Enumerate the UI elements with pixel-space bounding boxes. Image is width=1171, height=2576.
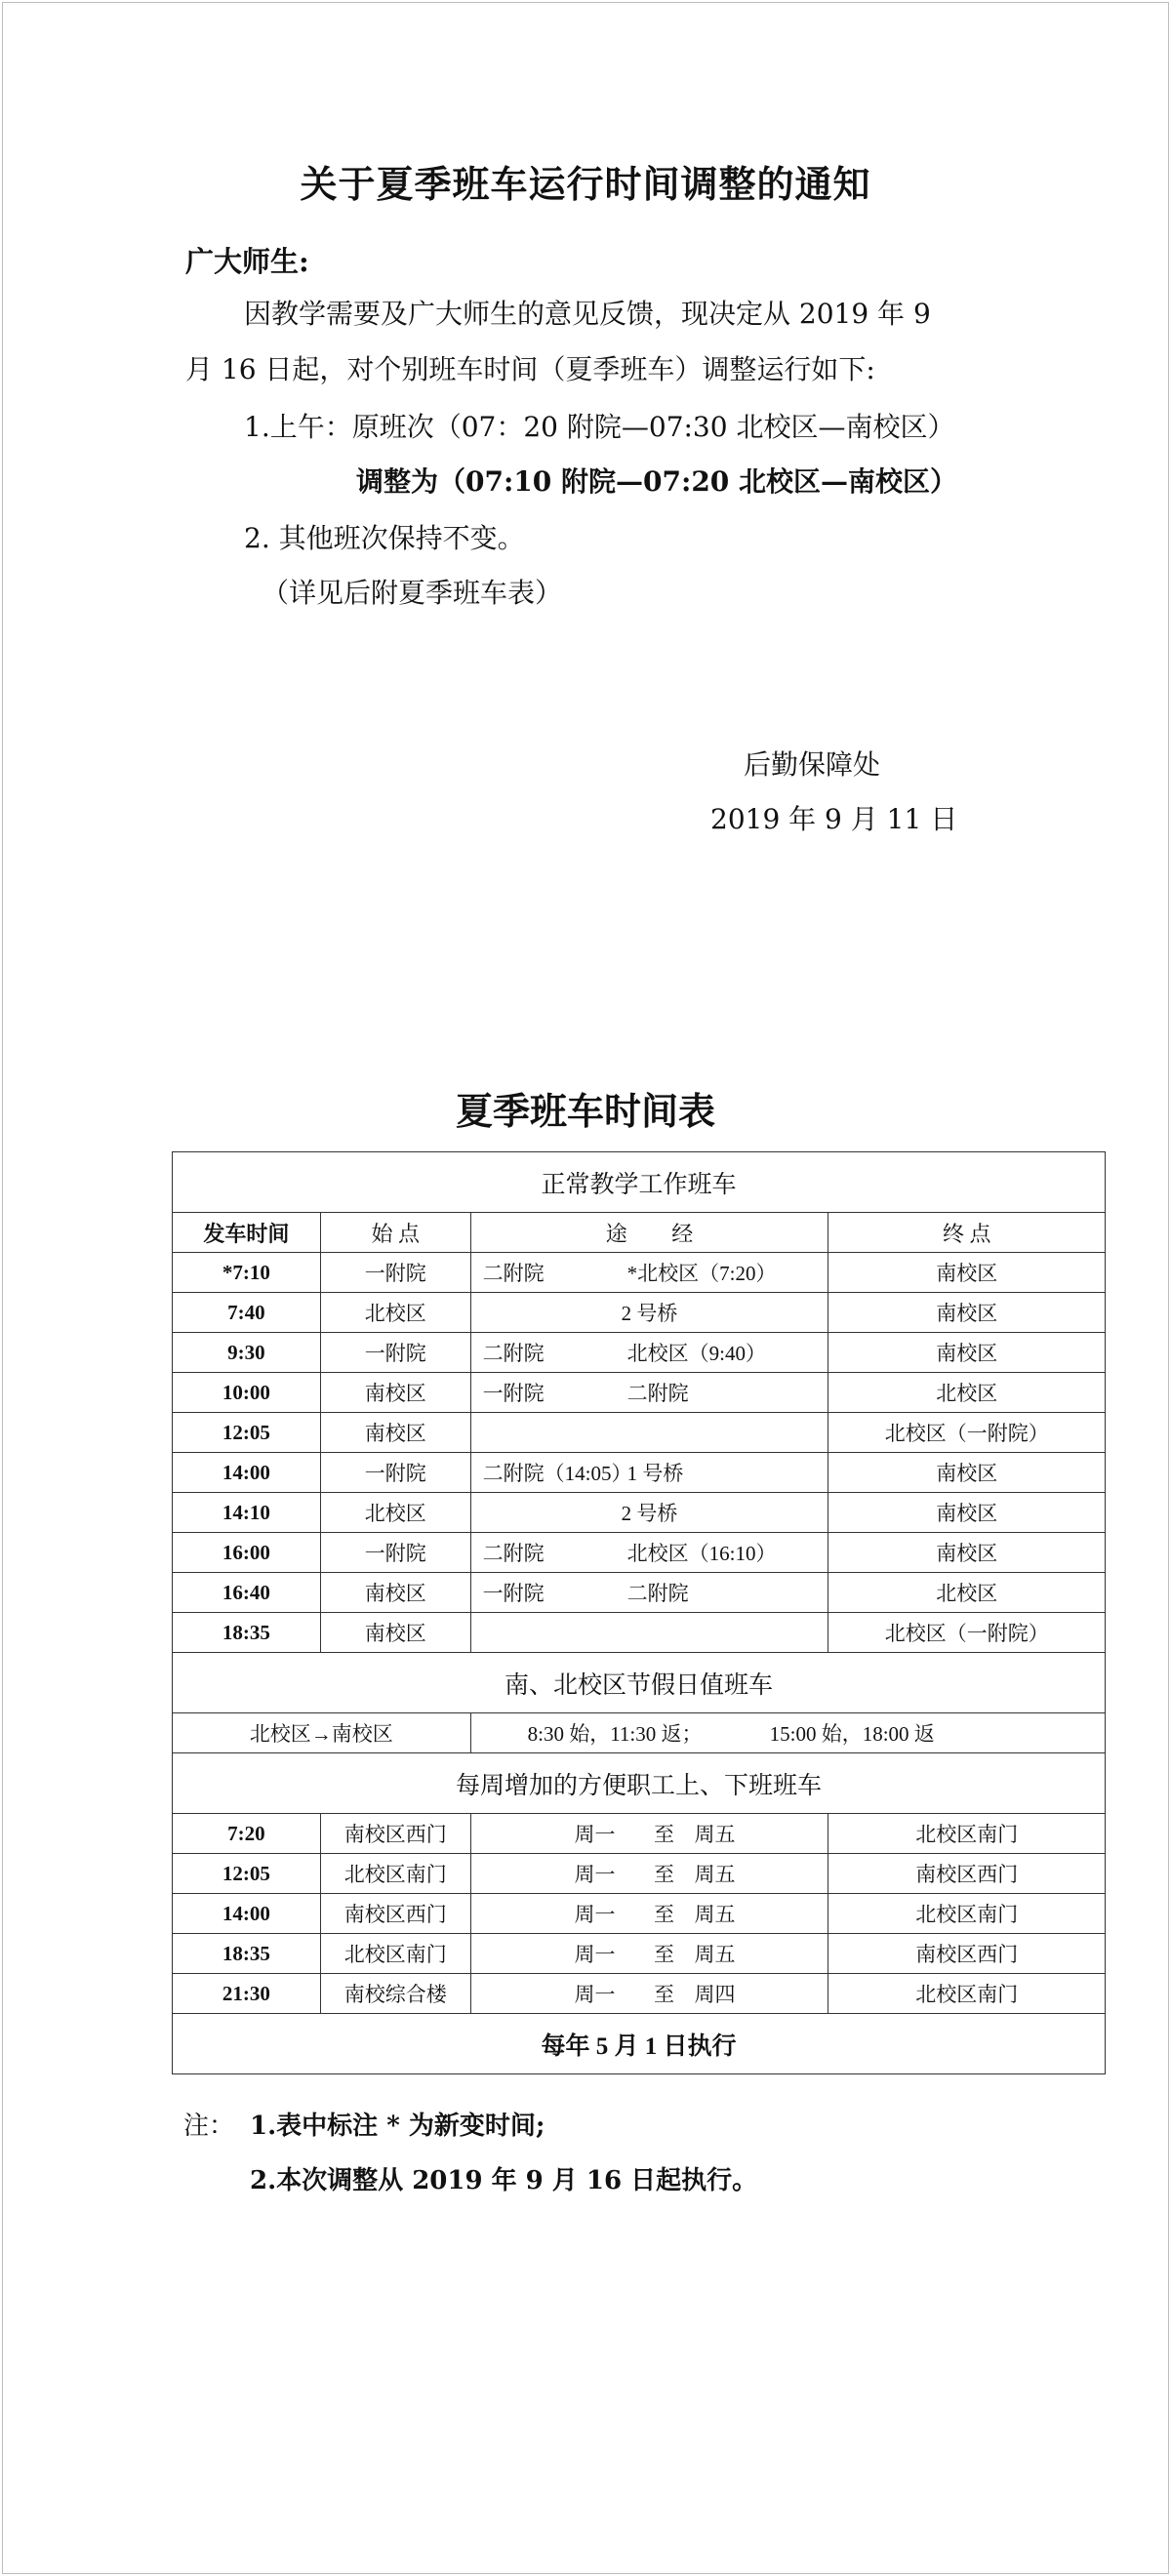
origin-stop: 北校区 <box>320 1493 470 1533</box>
origin-stop: 南校区 <box>320 1573 470 1613</box>
via-stop-1: 二附院（14:05） <box>482 1462 632 1485</box>
effective-date-footer: 每年 5 月 1 日执行 <box>173 2014 1106 2074</box>
header-route: 途 经 <box>470 1213 828 1253</box>
via-stop-2: 二附院 <box>626 1382 689 1405</box>
departure-time: 7:20 <box>173 1814 321 1854</box>
origin-stop: 南校区 <box>320 1373 470 1413</box>
destination-stop: 南校区西门 <box>828 1854 1106 1894</box>
via-stop-2: 2 号桥 <box>621 1502 678 1525</box>
item-1-original: 1.上午：原班次（07：20 附院—07:30 北校区—南校区） <box>244 411 955 443</box>
salutation: 广大师生: <box>185 245 309 278</box>
operating-days <box>470 1934 828 1974</box>
holiday-row <box>173 1713 1106 1753</box>
body-paragraph-line-1: 因教学需要及广大师生的意见反馈，现决定从 2019 年 9 <box>244 298 931 330</box>
origin-stop: 南校区 <box>320 1613 470 1653</box>
departure-time: 16:00 <box>173 1533 321 1573</box>
header-origin: 始 点 <box>320 1213 470 1253</box>
route-via <box>470 1333 828 1373</box>
table-row <box>173 1413 1106 1453</box>
day-to: 周五 <box>694 1943 736 1966</box>
origin-stop: 北校区 <box>320 1293 470 1333</box>
route-via <box>470 1373 828 1413</box>
via-stop-2: 北校区（16:10） <box>626 1542 777 1565</box>
table-row <box>173 1894 1106 1934</box>
day-to-word: 至 <box>654 1863 675 1886</box>
remark-lead: 注： <box>183 2112 235 2141</box>
day-to: 周四 <box>694 1983 736 2006</box>
holiday-times <box>470 1713 1105 1753</box>
see-attached-note: （详见后附夏季班车表） <box>262 577 563 609</box>
day-to-word: 至 <box>654 1903 675 1926</box>
section-header-row <box>173 1152 1106 1213</box>
table-row <box>173 1854 1106 1894</box>
table-row <box>173 1493 1106 1533</box>
day-to: 周五 <box>694 1863 736 1886</box>
signature-department: 后勤保障处 <box>744 748 881 781</box>
destination-stop: 南校区 <box>828 1253 1106 1293</box>
schedule-table <box>172 1151 1106 2074</box>
departure-time: 18:35 <box>173 1934 321 1974</box>
schedule-title: 夏季班车时间表 <box>455 1089 715 1133</box>
table-row <box>173 1814 1106 1854</box>
route-via <box>470 1613 828 1653</box>
table-row <box>173 1533 1106 1573</box>
route-via <box>470 1533 828 1573</box>
departure-time: *7:10 <box>173 1253 321 1293</box>
table-row <box>173 1253 1106 1293</box>
destination-stop: 北校区 <box>828 1573 1106 1613</box>
destination-stop: 南校区 <box>828 1533 1106 1573</box>
origin-stop: 南校区西门 <box>320 1894 470 1934</box>
holiday-times-afternoon: 15:00 始，18:00 返 <box>769 1722 935 1746</box>
operating-days <box>470 1854 828 1894</box>
section-weekly: 每周增加的方便职工上、下班班车 <box>173 1753 1106 1814</box>
via-stop-2: 2 号桥 <box>621 1302 678 1325</box>
route-via <box>470 1573 828 1613</box>
table-row <box>173 1613 1106 1653</box>
destination-stop: 南校区 <box>828 1293 1106 1333</box>
operating-days <box>470 1894 828 1934</box>
day-from: 周一 <box>574 1983 616 2006</box>
section-holiday: 南、北校区节假日值班车 <box>173 1653 1106 1713</box>
body-paragraph-line-2: 月 16 日起，对个别班车时间（夏季班车）调整运行如下: <box>185 353 875 385</box>
departure-time: 10:00 <box>173 1373 321 1413</box>
destination-stop: 北校区（一附院） <box>828 1413 1106 1453</box>
column-header-row <box>173 1213 1106 1253</box>
destination-stop: 南校区 <box>828 1333 1106 1373</box>
section-header-row <box>173 1753 1106 1814</box>
operating-days <box>470 1814 828 1854</box>
table-row <box>173 1573 1106 1613</box>
destination-stop: 南校区 <box>828 1453 1106 1493</box>
footer-row <box>173 2014 1106 2074</box>
day-to-word: 至 <box>654 1943 675 1966</box>
item-2: 2. 其他班次保持不变。 <box>244 522 525 554</box>
day-from: 周一 <box>574 1943 616 1966</box>
origin-stop: 北校区南门 <box>320 1854 470 1894</box>
destination-stop: 南校区 <box>828 1493 1106 1533</box>
remark-line-2: 2.本次调整从 2019 年 9 月 16 日起执行。 <box>250 2166 758 2195</box>
destination-stop: 北校区（一附院） <box>828 1613 1106 1653</box>
origin-stop: 北校区南门 <box>320 1934 470 1974</box>
notice-title: 关于夏季班车运行时间调整的通知 <box>300 162 871 206</box>
day-to: 周五 <box>694 1903 736 1926</box>
origin-stop: 南校综合楼 <box>320 1974 470 2014</box>
day-to-word: 至 <box>654 1983 675 2006</box>
header-dest: 终 点 <box>828 1213 1106 1253</box>
origin-stop: 南校区西门 <box>320 1814 470 1854</box>
day-from: 周一 <box>574 1903 616 1926</box>
route-via <box>470 1253 828 1293</box>
day-to: 周五 <box>694 1823 736 1846</box>
origin-stop: 一附院 <box>320 1533 470 1573</box>
origin-stop: 一附院 <box>320 1453 470 1493</box>
route-via <box>470 1293 828 1333</box>
origin-stop: 一附院 <box>320 1333 470 1373</box>
origin-stop: 南校区 <box>320 1413 470 1453</box>
remark-line-1: 1.表中标注 * 为新变时间; <box>250 2112 545 2141</box>
signature-date: 2019 年 9 月 11 日 <box>710 803 958 835</box>
holiday-times-morning: 8:30 始，11:30 返； <box>527 1722 703 1746</box>
via-stop-2: 北校区（9:40） <box>626 1342 766 1365</box>
operating-days <box>470 1974 828 2014</box>
day-to-word: 至 <box>654 1823 675 1846</box>
departure-time: 14:10 <box>173 1493 321 1533</box>
departure-time: 14:00 <box>173 1453 321 1493</box>
table-row <box>173 1934 1106 1974</box>
destination-stop: 北校区南门 <box>828 1814 1106 1854</box>
table-row <box>173 1293 1106 1333</box>
via-stop-1: 一附院 <box>482 1382 545 1405</box>
departure-time: 18:35 <box>173 1613 321 1653</box>
via-stop-1: 一附院 <box>482 1582 545 1605</box>
table-row <box>173 1333 1106 1373</box>
via-stop-2: 1 号桥 <box>626 1462 684 1485</box>
item-1-adjusted: 调整为（07:10 附院—07:20 北校区—南校区） <box>356 465 958 498</box>
route-via <box>470 1413 828 1453</box>
departure-time: 14:00 <box>173 1894 321 1934</box>
departure-time: 12:05 <box>173 1413 321 1453</box>
origin-stop: 一附院 <box>320 1253 470 1293</box>
departure-time: 16:40 <box>173 1573 321 1613</box>
section-regular: 正常教学工作班车 <box>173 1152 1106 1213</box>
day-from: 周一 <box>574 1823 616 1846</box>
holiday-route: 北校区→南校区 <box>173 1713 471 1753</box>
destination-stop: 南校区西门 <box>828 1934 1106 1974</box>
departure-time: 21:30 <box>173 1974 321 2014</box>
header-time: 发车时间 <box>173 1213 321 1253</box>
via-stop-2: 二附院 <box>626 1582 689 1605</box>
via-stop-2: *北校区（7:20） <box>626 1262 777 1285</box>
via-stop-1: 二附院 <box>482 1262 545 1285</box>
table-row <box>173 1974 1106 2014</box>
route-via <box>470 1453 828 1493</box>
destination-stop: 北校区南门 <box>828 1894 1106 1934</box>
departure-time: 9:30 <box>173 1333 321 1373</box>
destination-stop: 北校区南门 <box>828 1974 1106 2014</box>
via-stop-1: 二附院 <box>482 1342 545 1365</box>
destination-stop: 北校区 <box>828 1373 1106 1413</box>
table-row <box>173 1373 1106 1413</box>
route-via <box>470 1493 828 1533</box>
table-row <box>173 1453 1106 1493</box>
section-header-row <box>173 1653 1106 1713</box>
departure-time: 7:40 <box>173 1293 321 1333</box>
via-stop-1: 二附院 <box>482 1542 545 1565</box>
departure-time: 12:05 <box>173 1854 321 1894</box>
day-from: 周一 <box>574 1863 616 1886</box>
